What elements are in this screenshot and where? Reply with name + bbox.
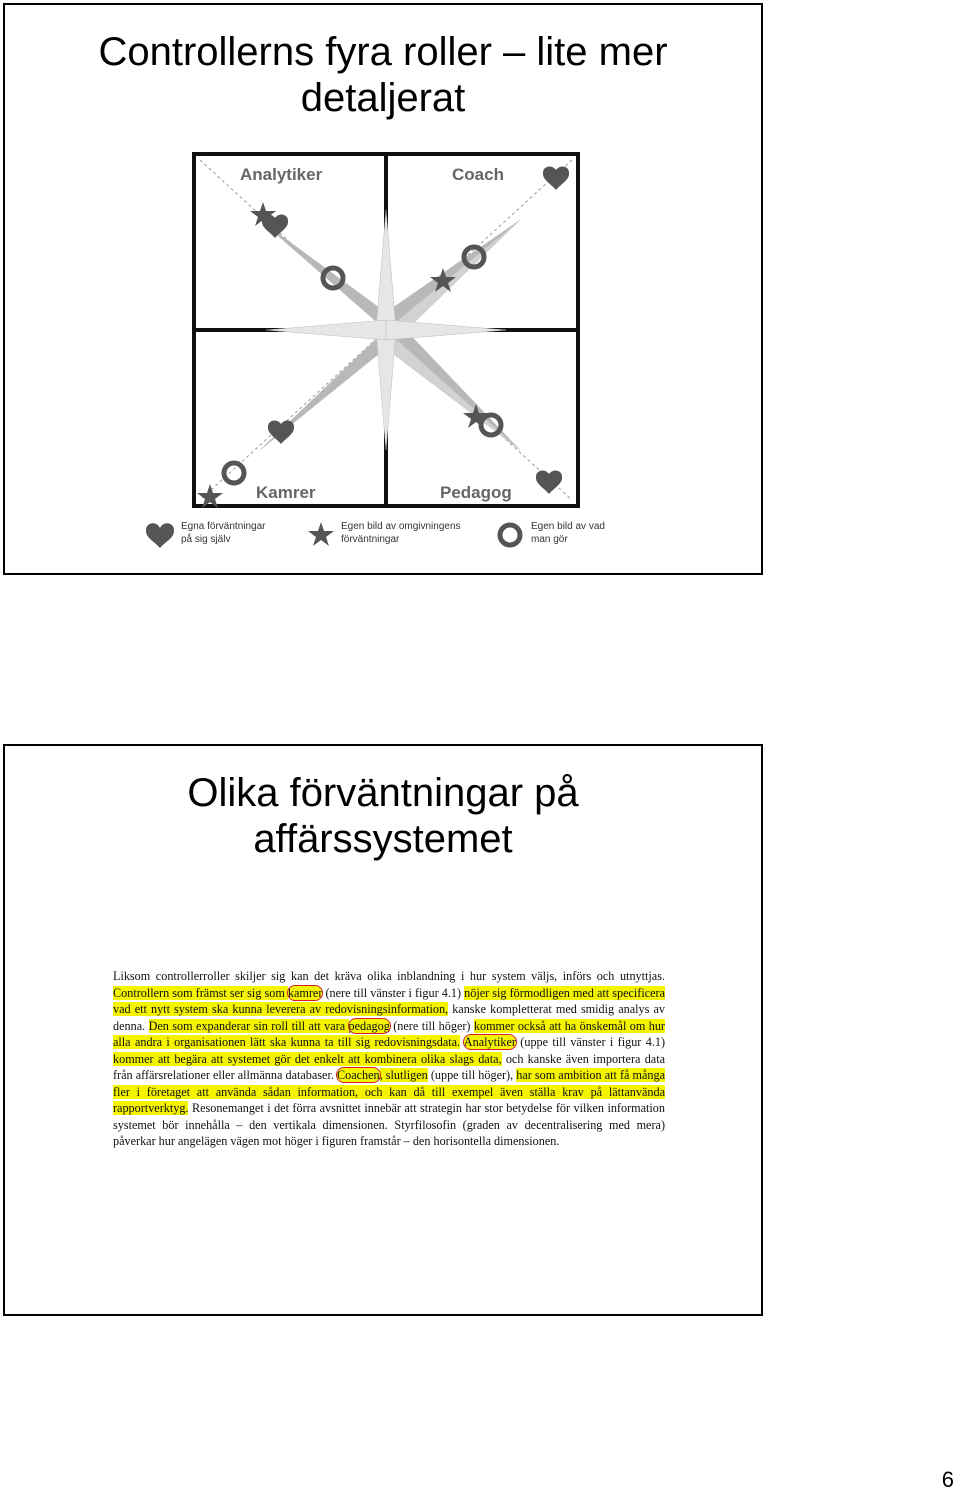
excerpt-sentence: kanske kompletterat med smidig analys av denna. xyxy=(113,1002,665,1033)
legend-heart-line2: på sig själv xyxy=(181,534,231,545)
slide-2-title-line1: Olika förväntningar på xyxy=(187,771,579,815)
excerpt-highlight: nöjer sig förmodligen med att specificera vad ett nytt system ska kunna leverera av redovisningsinformation, xyxy=(113,985,666,1016)
excerpt-annotation-circle: kamrer xyxy=(287,985,323,1000)
excerpt-sentence: Liksom controllerroller skiljer sig kan det kräva olika inblandning i hur system väljs, införs och utnyttjas. xyxy=(113,969,665,983)
page-number: 6 xyxy=(941,1467,954,1492)
legend-star-line2: förväntningar xyxy=(341,534,400,545)
legend-item-circle xyxy=(495,520,605,548)
slide-2-title xyxy=(5,770,761,862)
quadrant-label-coach: Coach xyxy=(452,165,504,184)
slide-2-title-line2: affärssystemet xyxy=(253,817,513,861)
excerpt-highlight: har som ambition att få många fler i företaget att använda sådan information, och kan då till exempel även ställa krav på lättanvända rapportverktyg. xyxy=(113,1068,666,1115)
legend-circle-line1: Egen bild av vad xyxy=(531,521,605,532)
excerpt-highlight: , slutligen xyxy=(379,1068,428,1082)
book-excerpt xyxy=(113,968,665,1150)
excerpt-highlight: Controllern som främst ser sig som xyxy=(113,985,288,1000)
legend-circle-line2: man gör xyxy=(531,534,568,545)
legend-heart-line1: Egna förväntningar xyxy=(181,521,266,532)
excerpt-highlight: kommer att begära att systemet gör det enkelt att kombinera olika slags data, xyxy=(113,1051,502,1066)
slide-1-title xyxy=(5,29,761,121)
slide-1 xyxy=(3,3,763,575)
excerpt-sentence: (nere till höger) xyxy=(389,1018,474,1033)
excerpt-highlight: Den som expanderar sin roll till att vara xyxy=(148,1018,349,1033)
roles-diagram xyxy=(190,150,582,510)
heart-icon xyxy=(145,520,175,548)
excerpt-sentence: Resonemanget i det förra avsnittet innebär att strategin har stor betydelse för vilken information systemet bör innehålla – den vertikala dimensionen. Styrfilosofin (graden av decentralisering med mera) påverkar hur angelägen vägen mot höger i figuren framstår – den horisontella dimensionen. xyxy=(113,1101,665,1148)
legend-item-star xyxy=(307,520,461,548)
excerpt-annotation-circle: Coachen xyxy=(336,1068,380,1082)
slide-1-title-line2: detaljerat xyxy=(300,76,466,120)
diagram-legend xyxy=(145,520,665,560)
slide-1-title-line1: Controllerns fyra roller – lite mer xyxy=(98,30,668,74)
excerpt-annotation-circle: pedagog xyxy=(348,1018,390,1033)
star-icon xyxy=(307,520,335,548)
excerpt-paragraph xyxy=(113,968,665,1150)
excerpt-highlight: kommer också att ha önskemål om hur alla andra i organisationen lätt ska kunna ta till sig redovisningsdata. xyxy=(113,1018,665,1049)
quadrant-label-analytiker: Analytiker xyxy=(240,165,323,184)
slide-2 xyxy=(3,744,763,1316)
excerpt-sentence: och kanske även importera data från affärsrelationer eller allmänna databaser. xyxy=(113,1051,665,1082)
quadrant-label-kamrer: Kamrer xyxy=(256,483,316,502)
legend-item-heart xyxy=(145,520,266,548)
excerpt-sentence: (nere till vänster i figur 4.1) xyxy=(322,985,465,1000)
excerpt-annotation-circle: Analytiker xyxy=(463,1035,516,1049)
quadrant-label-pedagog: Pedagog xyxy=(440,483,512,502)
circle-icon xyxy=(495,520,525,548)
excerpt-sentence: (uppe till höger), xyxy=(427,1068,517,1082)
excerpt-sentence: (uppe till vänster i figur 4.1) xyxy=(515,1035,666,1049)
legend-star-line1: Egen bild av omgivningens xyxy=(341,521,461,532)
